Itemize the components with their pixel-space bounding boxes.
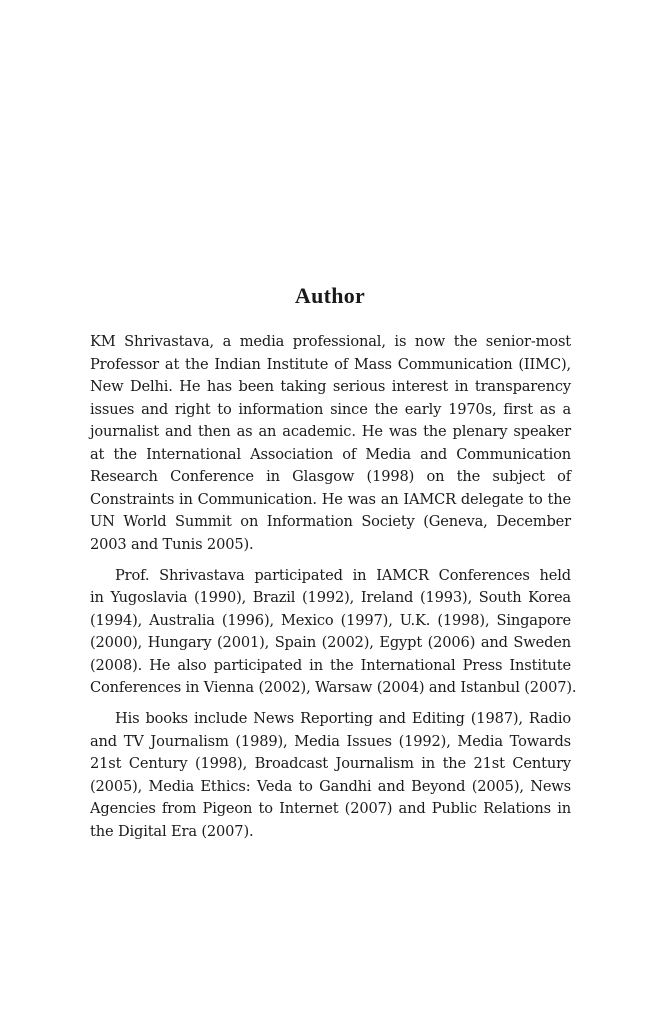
text-line: His books include News Reporting and Editing (1987), Radio (115, 710, 571, 727)
text-line: 21st Century (1998), Broadcast Journalism in the 21st Century (90, 755, 571, 772)
paragraph (90, 331, 571, 556)
text-line: Agencies from Pigeon to Internet (2007) and Public Relations in (90, 800, 571, 817)
text-line: issues and right to information since the early 1970s, first as a (90, 400, 571, 418)
text-line: (2005), Media Ethics: Veda to Gandhi and Beyond (2005), News (90, 777, 571, 795)
text-line: (2008). He also participated in the International Press Institute (90, 656, 571, 674)
text-line: Constraints in Communication. He was an IAMCR delegate to the (90, 490, 571, 508)
paragraph (90, 565, 577, 700)
text-line: at the International Association of Media and Communication (90, 445, 571, 463)
page-title: Author (294, 282, 366, 308)
text-line: and TV Journalism (1989), Media Issues (1992), Media Towards (90, 732, 571, 750)
text-line: Research Conference in Glasgow (1998) on the subject of (90, 468, 571, 485)
text-line: (2000), Hungary (2001), Spain (2002), Egypt (2006) and Sweden (90, 634, 571, 651)
text-line: UN World Summit on Information Society (Geneva, December (90, 513, 571, 530)
paragraph (90, 708, 571, 843)
text-line: Conferences in Vienna (2002), Warsaw (2004) and Istanbul (2007). (90, 679, 577, 696)
text-line: journalist and then as an academic. He was the plenary speaker (90, 423, 571, 440)
text-line: KM Shrivastava, a media professional, is now the senior-most (90, 333, 571, 350)
text-line: in Yugoslavia (1990), Brazil (1992), Ireland (1993), South Korea (90, 589, 571, 606)
author-bio (90, 331, 577, 852)
text-line: Professor at the Indian Institute of Mass Communication (IIMC), (90, 355, 571, 373)
text-line: Prof. Shrivastava participated in IAMCR Conferences held (115, 566, 571, 584)
text-line: the Digital Era (2007). (90, 822, 254, 840)
text-line: New Delhi. He has been taking serious interest in transparency (90, 378, 571, 395)
text-line: 2003 and Tunis 2005). (90, 535, 254, 553)
text-line: (1994), Australia (1996), Mexico (1997), U.K. (1998), Singapore (90, 611, 571, 629)
